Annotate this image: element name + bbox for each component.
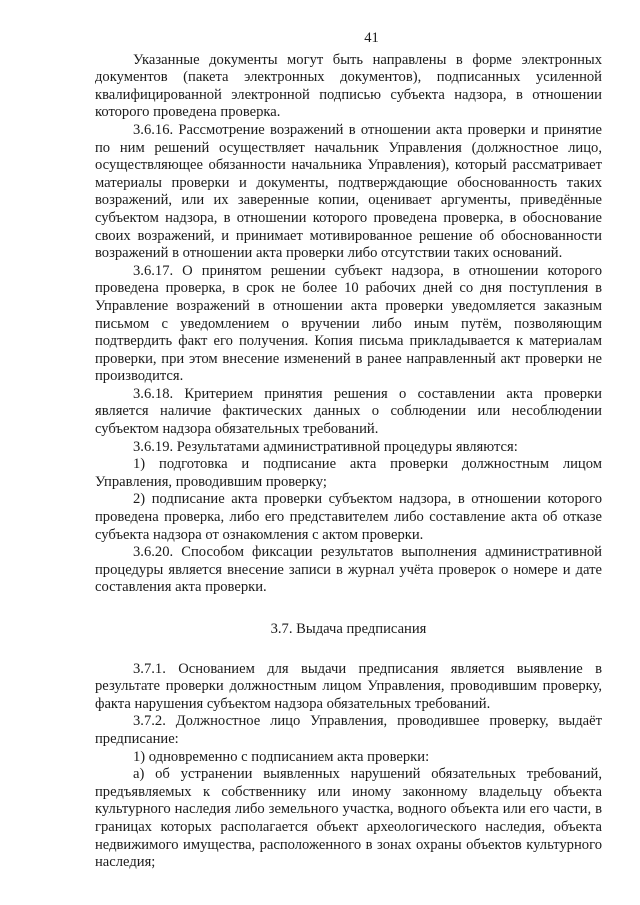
paragraph: Указанные документы могут быть направлены в форме электронных документов (пакета электронных документов), подписанных усиленной квалифицированной электронной подписью субъекта надзора, в отношении которого проведена проверка.	[95, 51, 602, 121]
list-item: 1) одновременно с подписанием акта проверки:	[133, 748, 430, 765]
paragraph: 3.6.16. Рассмотрение возражений в отношении акта проверки и принятие по ним решений осуществляет начальник Управления (должностное лицо, осуществляющее обязанности начальника Управления), который рассматривает материалы проверки и документы, подтверждающие обоснованность таких возражений, или их заверенные копии, оценивает аргументы, приведённые субъектом надзора, в отношении которого проведена проверка, в обоснование своих возражений, и принимает мотивированное решение об обоснованности возражений в отношении акта проверки либо отсутствии таких оснований.	[95, 121, 602, 262]
list-item: 1) подготовка и подписание акта проверки должностным лицом Управления, проводившим проверку;	[95, 456, 602, 490]
paragraph: 3.7.1. Основанием для выдачи предписания является выявление в результате проверки должностным лицом Управления, проводившим проверку, факта нарушения субъектом надзора обязательных требований.	[95, 660, 602, 712]
paragraph: 3.7.2. Должностное лицо Управления, проводившее проверку, выдаёт предписание:	[95, 713, 602, 747]
paragraph: 3.6.19. Результатами административной процедуры являются:	[133, 438, 518, 455]
list-item: 2) подписание акта проверки субъектом надзора, в отношении которого проведена проверка, либо его представителем либо составление акта об отказе субъекта надзора от ознакомления с актом проверки.	[95, 491, 602, 543]
paragraph: 3.6.20. Способом фиксации результатов выполнения административной процедуры является внесение записи в журнал учёта проверок о номере и дате составления акта проверки.	[95, 544, 602, 596]
section-heading: 3.7. Выдача предписания	[270, 621, 427, 637]
page-number: 41	[364, 30, 379, 46]
paragraph: 3.6.18. Критерием принятия решения о составлении акта проверки является наличие фактических данных о соблюдении или несоблюдении субъектом надзора обязательных требований.	[95, 385, 602, 438]
list-item: а) об устранении выявленных нарушений обязательных требований, предъявляемых к собственнику или иному законному владельцу объекта культурного наследия либо земельного участка, водного объекта или его части, в границах которых располагается объект археологического наследия, объекта недвижимого имущества, расположенного в зонах охраны объектов культурного наследия;	[95, 766, 602, 871]
paragraph: 3.6.17. О принятом решении субъект надзора, в отношении которого проведена проверка, в срок не более 10 рабочих дней со дня поступления в Управление возражений в отношении акта проверки уведомляется заказным письмом с уведомлением о вручении либо иным путём, позволяющим подтвердить факт его получения. Копия письма прикладывается к материалам проверки, при этом внесение изменений в ранее направленный акт проверки не производится.	[95, 262, 602, 385]
